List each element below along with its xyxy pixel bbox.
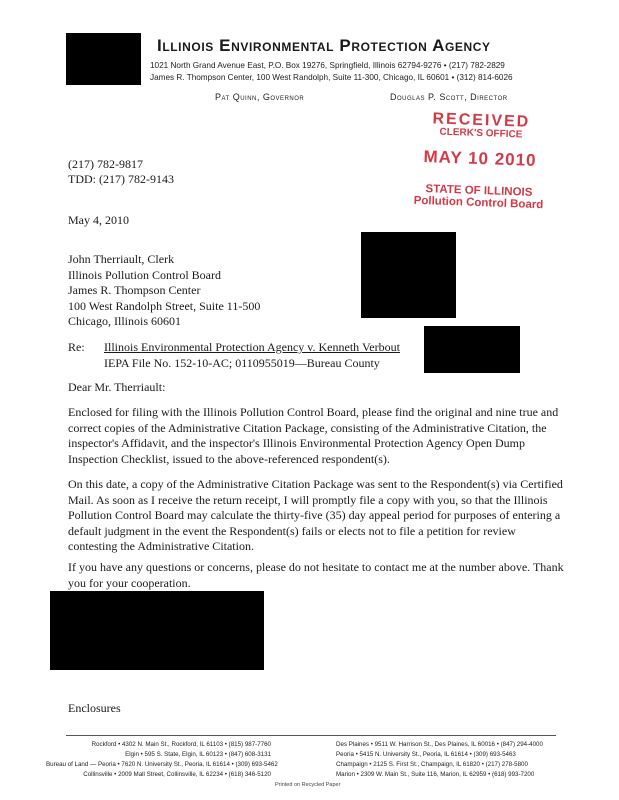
recipient-street: 100 West Randolph Street, Suite 11-500	[68, 298, 261, 313]
stamp-date: MAY 10 2010	[423, 147, 537, 170]
recipient-org: Illinois Pollution Control Board	[68, 267, 222, 282]
recipient-address	[68, 252, 260, 330]
re-file-number: IEPA File No. 152-10-AC; 0110955019—Bureau County	[104, 356, 380, 370]
stamp-clerks-office: CLERK'S OFFICE	[439, 126, 523, 141]
redaction-re-block	[424, 326, 520, 373]
salutation: Dear Mr. Therriault:	[68, 380, 166, 394]
body-paragraph-3: If you have any questions or concerns, please do not hesitate to contact me at the number above. Thank you for your cooperation.	[68, 560, 564, 590]
footer-office: Rockford • 4302 N. Main St., Rockford, IL 61103 • (815) 987-7760	[91, 741, 271, 748]
redaction-logo	[66, 33, 141, 85]
letter-date: May 4, 2010	[68, 213, 129, 227]
re-label: Re:	[68, 340, 85, 354]
footer-office: Peoria • 5415 N. University St., Peoria, IL 61614 • (309) 693-5463	[336, 751, 516, 758]
stamp-received: RECEIVED	[432, 110, 531, 131]
footer-offices-right	[336, 740, 543, 780]
footer-divider	[66, 735, 556, 736]
footer-office: Marion • 2309 W. Main St., Suite 116, Marion, IL 62959 • (618) 993-7200	[336, 771, 535, 778]
redaction-stamp-block	[361, 232, 456, 318]
address-line-1: 1021 North Grand Avenue East, P.O. Box 19276, Springfield, Illinois 62794-9276 • (217) 782-2829	[150, 61, 505, 70]
stamp-state: STATE OF ILLINOIS	[425, 183, 533, 199]
recipient-building: James R. Thompson Center	[68, 283, 201, 297]
recipient-name: John Therriault, Clerk	[68, 252, 175, 266]
footer-office: Champaign • 2125 S. First St., Champaign, IL 61820 • (217) 278-5800	[336, 761, 528, 768]
redaction-signature	[50, 591, 264, 670]
footer-offices-left	[46, 740, 278, 780]
re-case-title: Illinois Environmental Protection Agency v. Kenneth Verbout	[104, 340, 400, 354]
footer-office: Des Plaines • 9511 W. Harrison St., Des Plaines, IL 60016 • (847) 294-4000	[336, 741, 543, 748]
director-name: Douglas P. Scott, Director	[390, 92, 508, 102]
body-paragraph-1: Enclosed for filing with the Illinois Pollution Control Board, please find the original and nine true and correct copies of the Administrative Citation Package, consisting of the Administrative Citation, the inspector's Affidavit, and the inspector's Illinois Environmental Protection Agency Open Dump Inspection Checklist, issued to the above-referenced respondent(s).	[68, 405, 559, 466]
stamp-board: Pollution Control Board	[413, 194, 544, 212]
phone-number: (217) 782-9817	[68, 157, 143, 171]
footer-office: Elgin • 595 S. State, Elgin, IL 60123 • (847) 608-3131	[125, 751, 271, 758]
footer-office: Bureau of Land — Peoria • 7620 N. University St., Peoria, IL 61614 • (309) 693-5462	[46, 761, 278, 768]
agency-name: Illinois Environmental Protection Agency	[157, 36, 491, 55]
recycled-paper-note: Printed on Recycled Paper	[275, 782, 341, 788]
received-stamp	[403, 109, 556, 211]
tdd-number: TDD: (217) 782-9143	[68, 172, 174, 186]
body-paragraph-2: On this date, a copy of the Administrative Citation Package was sent to the Respondent(s) via Certified Mail. As soon as I receive the return receipt, I will promptly file a copy with you, so that the Illinois Pollution Control Board may calculate the thirty-five (35) day appeal period for purposes of entering a default judgment in the event the Respondent(s) fails or elects not to file a petition for review contesting the Administrative Citation.	[68, 477, 563, 553]
recipient-city: Chicago, Illinois 60601	[68, 314, 181, 328]
footer-office: Collinsville • 2009 Mall Street, Collinsville, IL 62234 • (618) 346-5120	[83, 771, 271, 778]
governor-name: Pat Quinn, Governor	[215, 92, 305, 102]
enclosures-label: Enclosures	[68, 701, 121, 715]
address-line-2: James R. Thompson Center, 100 West Randolph, Suite 11-300, Chicago, IL 60601 • (312) 814-6026	[150, 73, 513, 82]
